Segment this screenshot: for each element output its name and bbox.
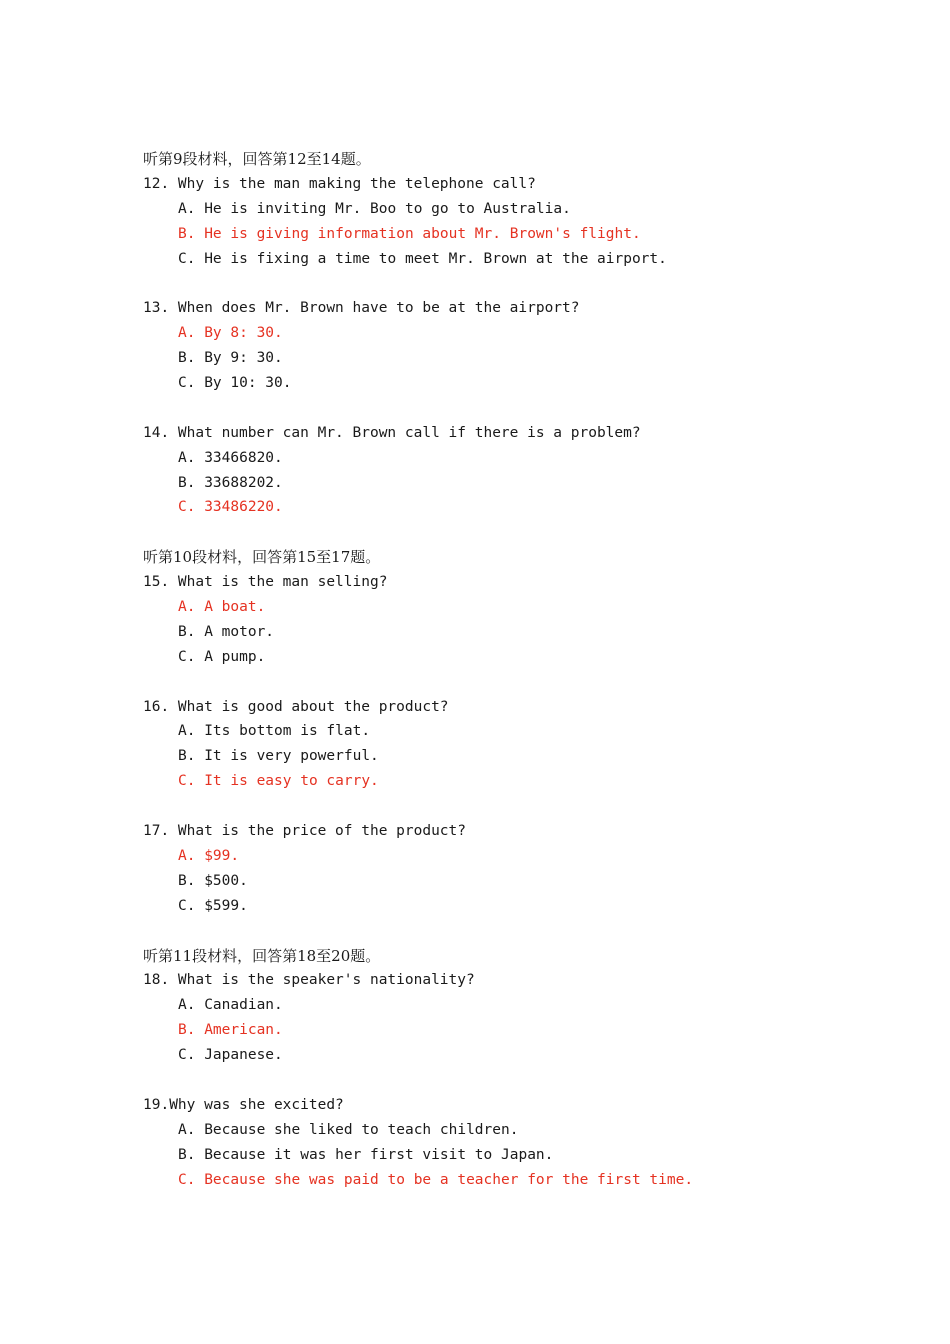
spacer	[143, 919, 903, 944]
answer-option: B. Because it was her first visit to Japan.	[178, 1146, 554, 1163]
question-stem: 19.Why was she excited?	[143, 1096, 344, 1113]
question-stem: 18. What is the speaker's nationality?	[143, 972, 475, 989]
answer-option: C. Japanese.	[178, 1047, 283, 1064]
question-stem: 17. What is the price of the product?	[143, 823, 467, 840]
answer-option: B. A motor.	[178, 623, 275, 640]
section-heading: 听第10段材料，回答第15至17题。	[143, 548, 381, 567]
answer-option: C. He is fixing a time to meet Mr. Brown at the airport.	[178, 250, 667, 267]
spacer	[143, 670, 903, 695]
correct-answer-option: B. He is giving information about Mr. Brown's flight.	[178, 225, 641, 242]
answer-option: C. A pump.	[178, 648, 266, 665]
answer-option: A. Because she liked to teach children.	[178, 1121, 519, 1138]
question-stem: 12. Why is the man making the telephone call?	[143, 175, 536, 192]
answer-option: A. Canadian.	[178, 997, 283, 1014]
question-stem: 13. When does Mr. Brown have to be at the airport?	[143, 300, 580, 317]
question-stem: 14. What number can Mr. Brown call if there is a problem?	[143, 424, 641, 441]
correct-answer-option: A. By 8: 30.	[178, 325, 283, 342]
answer-option: A. He is inviting Mr. Boo to go to Australia.	[178, 200, 571, 217]
answer-option: C. By 10: 30.	[178, 375, 292, 392]
answer-option: A. 33466820.	[178, 449, 283, 466]
section-heading: 听第9段材料，回答第12至14题。	[143, 150, 371, 168]
answer-option: A. Its bottom is flat.	[178, 723, 371, 740]
section-heading: 听第11段材料，回答第18至20题。	[143, 946, 381, 965]
correct-answer-option: B. American.	[178, 1022, 283, 1039]
spacer	[143, 1068, 903, 1093]
correct-answer-option: A. $99.	[178, 847, 240, 864]
spacer	[143, 396, 903, 421]
correct-answer-option: A. A boat.	[178, 599, 266, 616]
answer-option: B. $500.	[178, 872, 248, 889]
correct-answer-option: C. 33486220.	[178, 499, 283, 516]
spacer	[143, 271, 903, 296]
correct-answer-option: C. It is easy to carry.	[178, 773, 379, 790]
spacer	[143, 794, 903, 819]
correct-answer-option: C. Because she was paid to be a teacher for the first time.	[178, 1171, 694, 1188]
spacer	[143, 520, 903, 545]
question-stem: 15. What is the man selling?	[143, 574, 388, 591]
answer-option: B. It is very powerful.	[178, 748, 379, 765]
answer-option: C. $599.	[178, 897, 248, 914]
exam-page	[143, 147, 903, 1192]
answer-option: B. By 9: 30.	[178, 350, 283, 367]
answer-option: B. 33688202.	[178, 474, 283, 491]
question-stem: 16. What is good about the product?	[143, 698, 449, 715]
